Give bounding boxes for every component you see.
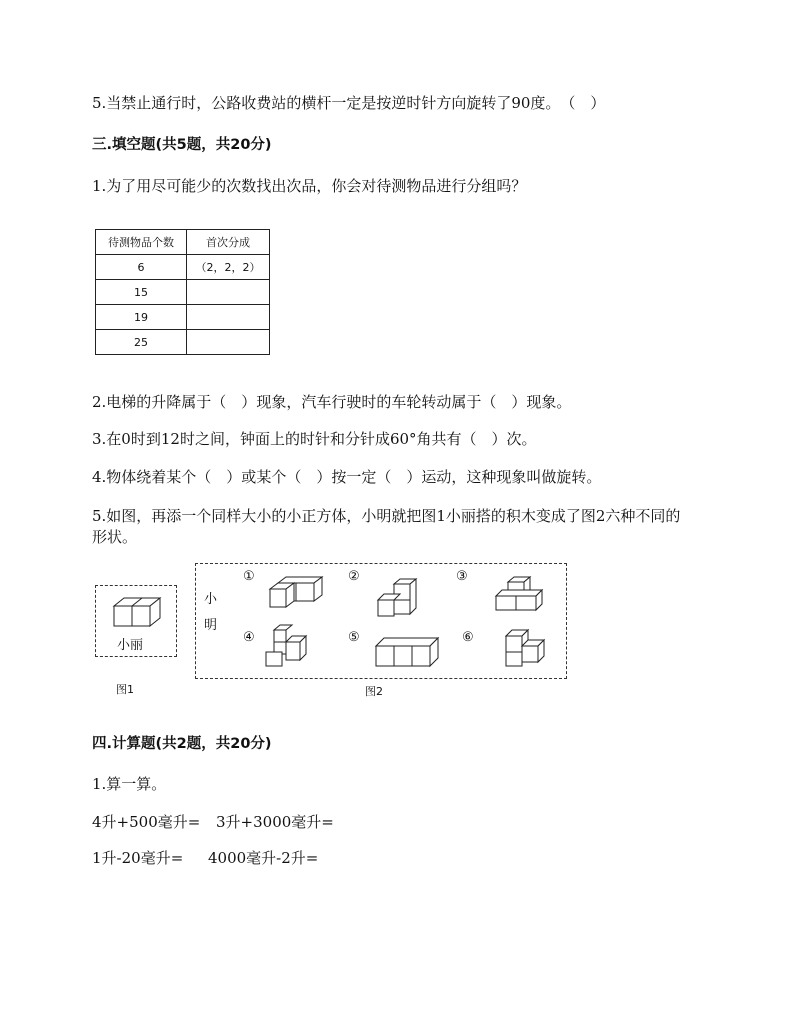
table-cell: （2，2，2）	[187, 255, 270, 280]
table-cell: 19	[96, 305, 187, 330]
table-row	[96, 255, 270, 280]
shape-3-blocks	[494, 576, 546, 612]
marker: ⑤	[348, 630, 360, 645]
table-row	[96, 280, 270, 305]
table-header-row	[96, 230, 270, 255]
fill-question-1: 1.为了用尽可能少的次数找出次品，你会对待测物品进行分组吗？	[92, 177, 527, 195]
calc-item: 4升+500毫升=	[92, 813, 201, 831]
table-header: 首次分成	[187, 230, 270, 255]
table-row	[96, 330, 270, 355]
fill-question-5-line-2: 形状。	[92, 528, 138, 546]
section-3-title: 三.填空题(共5题，共20分)	[92, 137, 272, 153]
table-cell	[187, 330, 270, 355]
calc-item: 1升-20毫升=	[92, 849, 184, 867]
table-cell: 25	[96, 330, 187, 355]
shape-1-blocks	[266, 575, 326, 609]
fill-question-4: 4.物体绕着某个（ ）或某个（ ）按一定（ ）运动，这种现象叫做旋转。	[92, 468, 602, 486]
marker: ②	[348, 569, 360, 584]
table-cell	[187, 305, 270, 330]
figure-1-caption: 图1	[116, 683, 134, 696]
calc-question-1: 1.算一算。	[92, 775, 167, 793]
figure-1-label: 小丽	[117, 638, 144, 653]
fill-question-3: 3.在0时到12时之间，钟面上的时针和分针成60°角共有（ ）次。	[92, 430, 537, 448]
table-cell	[187, 280, 270, 305]
figure-1-blocks	[108, 592, 168, 632]
table-row	[96, 305, 270, 330]
figure-2-side-label: 小	[204, 592, 218, 607]
shape-2-blocks	[374, 578, 418, 618]
judge-question-5: 5.当禁止通行时，公路收费站的横杆一定是按逆时针方向旋转了90度。 （ ）	[92, 94, 606, 112]
marker: ③	[456, 569, 468, 584]
figure-2-caption: 图2	[365, 685, 383, 698]
grouping-table	[95, 229, 270, 355]
shape-5-blocks	[374, 634, 440, 670]
figure-2-side-label: 明	[204, 618, 218, 633]
table-cell: 15	[96, 280, 187, 305]
shape-6-blocks	[502, 628, 548, 668]
marker: ④	[243, 630, 255, 645]
section-4-title: 四.计算题(共2题，共20分)	[92, 736, 272, 752]
fill-question-2: 2.电梯的升降属于（ ）现象，汽车行驶时的车轮转动属于（ ）现象。	[92, 393, 572, 411]
table-header: 待测物品个数	[96, 230, 187, 255]
marker: ⑥	[462, 630, 474, 645]
fill-question-5-line-1: 5.如图，再添一个同样大小的小正方体，小明就把图1小丽搭的积木变成了图2六种不同的	[92, 507, 681, 525]
calc-item: 3升+3000毫升=	[216, 813, 334, 831]
marker: ①	[243, 569, 255, 584]
table-cell: 6	[96, 255, 187, 280]
calc-item: 4000毫升-2升=	[208, 849, 319, 867]
shape-4-blocks	[262, 624, 308, 668]
